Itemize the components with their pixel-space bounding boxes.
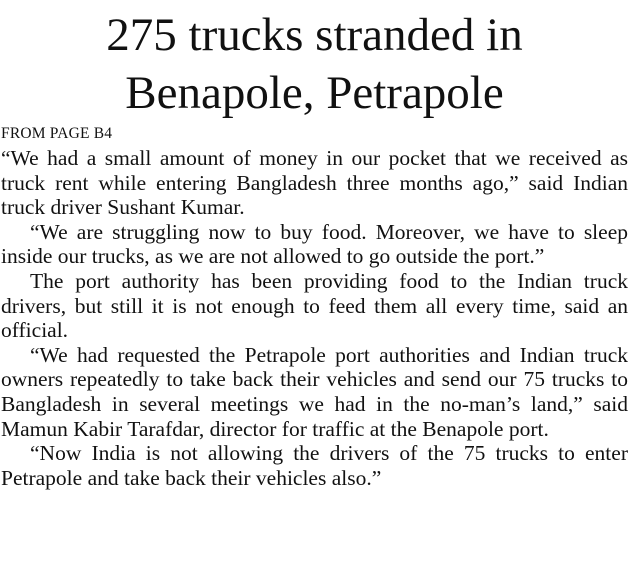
paragraph-4: “We had requested the Petrapole port authorities and Indian truck owners repeatedly to take back their vehicles and send our 75 trucks to Bangladesh in several meetings we had in the no-man’s land,” said Mamun Kabir Tarafdar, director for traffic at the Benapole port. [1, 342, 628, 441]
continued-from-label: FROM PAGE B4 [1, 125, 113, 142]
paragraph-1: “We had a small amount of money in our pocket that we received as truck rent while entering Bangladesh three months ago,” said Indian truck driver Sushant Kumar. [1, 146, 628, 220]
article-body [1, 146, 628, 490]
paragraph-5: “Now India is not allowing the drivers of the 75 trucks to enter Petrapole and take back their vehicles also.” [1, 441, 628, 490]
headline-line-2: Benapole, Petrapole [125, 67, 504, 119]
headline-line-1: 275 trucks stranded in [106, 9, 523, 61]
paragraph-3: The port authority has been providing food to the Indian truck drivers, but still it is not enough to feed them all every time, said an official. [1, 268, 628, 343]
paragraph-2: “We are struggling now to buy food. Moreover, we have to sleep inside our trucks, as we are not allowed to go outside the port.” [1, 219, 628, 269]
